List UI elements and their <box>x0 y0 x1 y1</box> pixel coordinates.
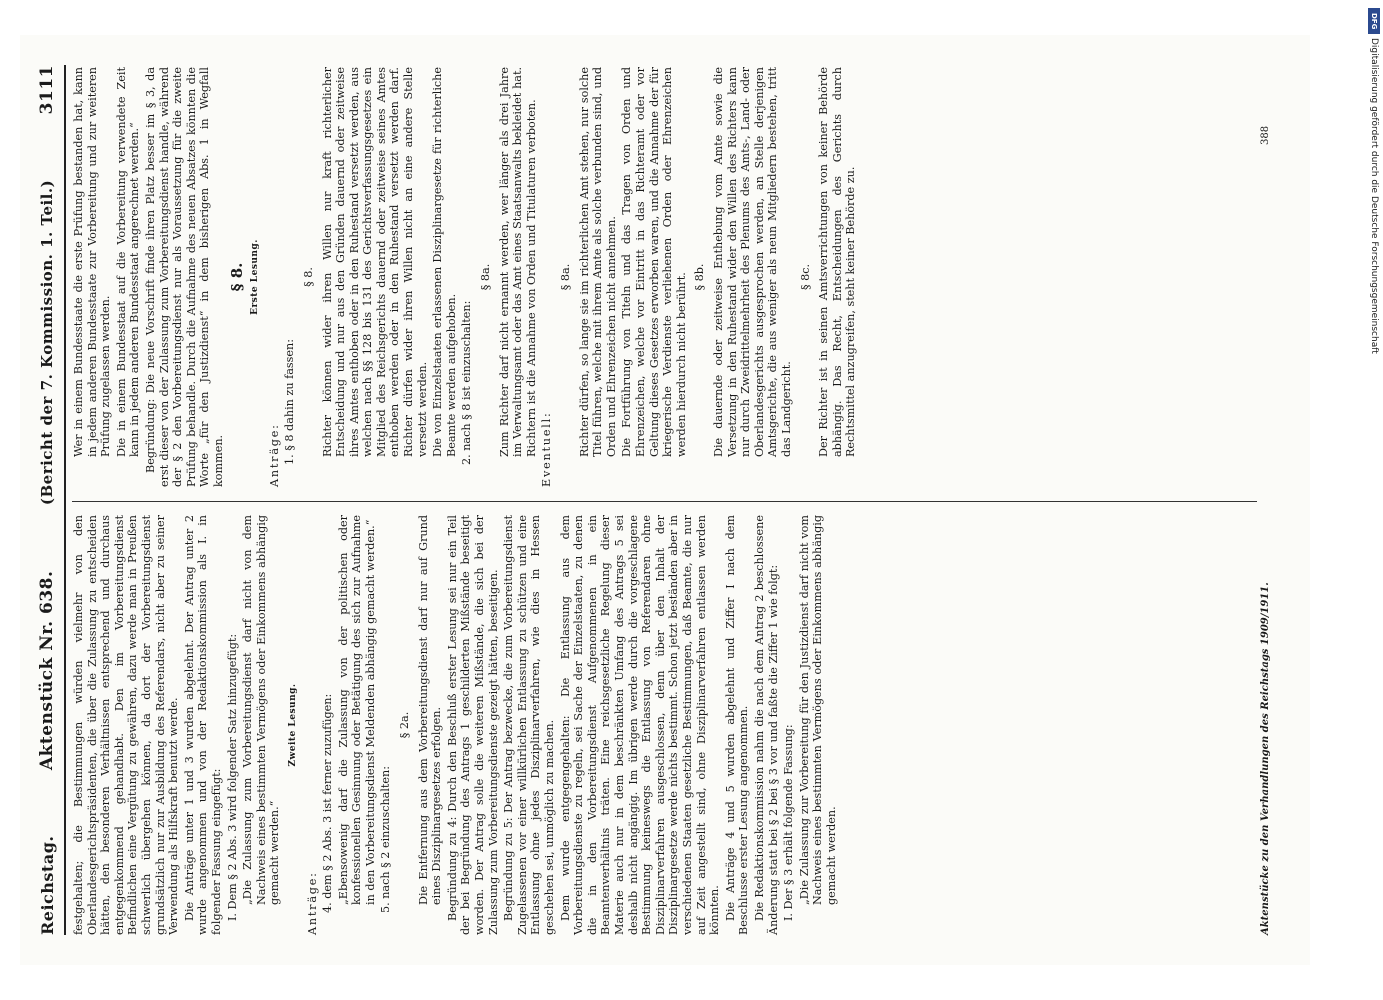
section-heading: § 8. <box>227 262 246 292</box>
paragraph: 1. § 8 dahin zu fassen: <box>283 339 297 465</box>
section-heading: Zweite Lesung. <box>287 683 298 767</box>
paragraph: Die Fortführung von Titeln und das Tragen von Orden und Ehrenzeichen, welche vor Eintritt in das Richteramt oder vor Geltung dieses Gesetzes erworben waren, und die Annahme der für kriegerische Verdienste verliehenen Orden oder Ehrenzeichen werden hierdurch nicht berührt. <box>620 67 688 457</box>
paragraph: 5. nach § 2 einzuschalten: <box>379 765 393 913</box>
sheet-signature: 388 <box>1260 125 1271 145</box>
paragraph: Richter dürfen, so lange sie im richterlichen Amt stehen, nur solche Titel führen, welche mit ihrem Amte als solche verbunden sind, und Orden und Ehrenzeichen nicht annehmen. <box>577 67 618 457</box>
paragraph: Dem wurde entgegengehalten: Die Entlassung aus dem Vorbereitungsdienste zu regeln, sei Sache der Einzelstaaten, zu denen die in den Vorbereitungsdienst Aufgenommenen in ein Beamtenverhältnis träten. Eine reichsgesetzliche Regelung dieser Materie auch nur in dem beschränkten Umfang des Antrags 5 sei deshalb nicht angängig. Im übrigen werde durch die vorgeschlagene Bestimmung keineswegs die Entlassung von Referendaren ohne Disziplinarverfahren ausgeschlossen, denn über den Inhalt der Disziplinargesetze werde nichts bestimmt. Schon jetzt beständen aber in verschiedenen Staaten gesetzliche Bestimmungen, daß Beamte, die nur auf Zeit angestellt sind, ohne Disziplinarverfahren entlassen werden könnten. <box>558 515 722 935</box>
quoted-paragraph: Wer in einem Bundesstaate die erste Prüfung bestanden hat, kann in jedem anderen Bundesstaate zur Vorbereitung und zur weiteren Prüfung zugelassen werden. <box>72 67 113 457</box>
header-rule <box>64 65 66 935</box>
paragraph: Die dauernde oder zeitweise Enthebung vom Amte sowie die Versetzung in den Ruhestand wider den Willen des Richters kann nur durch Zweidrittelmehrheit des Plenums des Amts-, Land- oder Oberlandesgerichts ausgesprochen werden, an Stelle derjenigen Amtsgerichte, die aus weniger als neun Mitgliedern bestehen, tritt das Landgericht. <box>711 67 793 457</box>
section-number: § 2a. <box>398 711 412 739</box>
right-column <box>72 67 860 487</box>
paragraph: Die Entfernung aus dem Vorbereitungsdienst darf nur auf Grund eines Disziplinargesetzes erfolgen. <box>416 515 444 905</box>
header-subtitle: (Bericht der 7. Kommission. 1. Teil.) <box>38 179 56 506</box>
paragraph: 4. dem § 2 Abs. 3 ist ferner zuzufügen: <box>321 693 335 913</box>
paragraph: Der Richter ist in seinen Amtsverrichtungen von keiner Behörde abhängig. Das Recht, Entscheidungen des Gerichts durch Rechtsmittel anzugreifen, steht keiner Behörde zu. <box>817 67 858 457</box>
paragraph: I. Der § 3 erhält folgende Fassung: <box>782 724 796 921</box>
section-number: § 8a. <box>559 263 572 291</box>
page-header <box>32 65 62 935</box>
paragraph: Eventuell: <box>540 411 554 487</box>
quoted-paragraph: „Ebensowenig darf die Zulassung von der politischen oder konfessionellen Gesinnung oder Betätigung des sich zur Aufnahme in den Vorbereitungsdienst Meldenden abhängig gemacht werden.“ <box>336 515 377 905</box>
section-number: § 8c. <box>798 263 812 291</box>
paragraph: Anträge: <box>267 423 281 487</box>
paragraph: Die von Einzelstaaten erlassenen Disziplinargesetze für richterliche Beamte werden aufgehoben. <box>431 67 458 457</box>
paragraph: Zum Richter darf nicht ernannt werden, wer länger als drei Jahre im Verwaltungsamt oder das Amt eines Staatsanwalts bekleidet hat. Richtern ist die Annahme von Orden und Titulaturen verboten. <box>497 67 538 457</box>
paragraph: Richter können wider ihren Willen nur kraft richterlicher Entscheidung und nur aus den Gründen dauernd oder zeitweise ihres Amtes enthoben oder in den Ruhestand versetzt werden, aus welchen nach §§ 128 bis 131 des Gerichtsverfassungsgesetzes ein Mitglied des Reichsgerichts dauernd oder zeitweise seines Amtes enthoben werden oder in den Ruhestand versetzt werden darf. Richter dürfen wider ihren Willen nicht an eine andere Stelle versetzt werden. <box>320 67 429 457</box>
page-number: 3111 <box>37 65 57 115</box>
quoted-paragraph: „Die Zulassung zur Vorbereitung für den Justizdienst darf nicht vom Nachweis eines bestimmten Vermögens oder Einkommens abhängig gemacht werden. <box>797 515 838 905</box>
paragraph: Die Anträge 4 und 5 wurden abgelehnt und Ziffer I nach dem Beschlusse erster Lesung angenommen. <box>723 515 751 935</box>
quoted-paragraph: „Die Zulassung zum Vorbereitungsdienst darf nicht von dem Nachweis eines bestimmten Vermögens oder Einkommens abhängig gemacht werden.“ <box>241 515 282 905</box>
header-title: Aktenstück Nr. 638. <box>37 570 57 771</box>
paragraph: Anträge: <box>305 871 319 935</box>
dfg-side-strip <box>1368 8 1380 648</box>
column-divider <box>72 501 1257 502</box>
dfg-funding-note: Digitalisierung gefördert durch die Deutsche Forschungsgemeinschaft <box>1369 38 1379 354</box>
paragraph: festgehalten; die Bestimmungen würden vielmehr von den Oberlandesgerichtspräsidenten, die über die Zulassung zu entscheiden hätten, den besonderen Verhältnissen entsprechend und durchaus entgegenkommend gehandhabt. Den im Vorbereitungsdienst Befindlichen eine Vergütung zu gewähren, dazu werde man in Preußen schwerlich übergehen können, da dort der Vorbereitungsdienst grundsätzlich nur zur Ausbildung des Referendars, nicht aber zu seiner Verwendung als Hilfskraft benutzt werde. <box>72 515 181 935</box>
paragraph: Begründung zu 5: Der Antrag bezwecke, die zum Vorbereitungsdienst Zugelassenen vor einer willkürlichen Entlassung zu schützen und eine Entlassung ohne jedes Disziplinarverfahren, wie dies in Hessen geschehen sei, unmöglich zu machen. <box>502 515 556 935</box>
paragraph: Begründung zu 4: Durch den Beschluß erster Lesung sei nur ein Teil der bei Begründung des Antrags 1 geschilderten Mißstände beseitigt worden. Der Antrag solle die weiteren Mißstände, die sich bei der Zulassung zum Vorbereitungsdienste gezeigt hätten, beseitigen. <box>445 515 500 935</box>
dfg-logo-icon: DFG <box>1368 8 1380 34</box>
rotated-document-page <box>20 35 1310 965</box>
section-number: § 8b. <box>693 263 707 291</box>
paragraph: Die Anträge unter 1 und 3 wurden abgelehnt. Der Antrag unter 2 wurde angenommen und von der Redaktionskommission als I. in folgender Fassung eingefügt: <box>182 515 223 935</box>
paragraph: Begründung: Die neue Vorschrift finde ihren Platz besser im § 3, da erst dieser von der Zulassung zum Vorbereitungsdienst handle, während der § 2 den Vorbereitungsdienst nur als Voraussetzung für die zweite Prüfung behandle. Durch die Aufnahme des neuen Absatzes könnten die Worte „für den Justizdienst“ in dem bisherigen Abs. 1 in Wegfall kommen. <box>143 67 225 487</box>
section-number: § 8a. <box>479 263 493 291</box>
paragraph: Die Redaktionskommission nahm die nach dem Antrag 2 beschlossene Änderung statt bei § 2 bei § 3 vor und faßte die Ziffer 1 wie folgt: <box>752 515 780 935</box>
paragraph: 2. nach § 8 ist einzuschalten: <box>460 300 474 465</box>
paragraph: I. Dem § 2 Abs. 3 wird folgender Satz hinzugefügt: <box>225 633 239 921</box>
left-column <box>72 515 840 935</box>
section-subheading: Erste Lesung. <box>250 239 261 315</box>
header-reichstag: Reichstag. <box>37 835 57 935</box>
page-footer: Aktenstücke zu den Verhandlungen des Reichstags 1909/1911. <box>1260 582 1271 935</box>
section-number: § 8. <box>301 267 315 287</box>
quoted-paragraph: Die in einem Bundesstaat auf die Vorbereitung verwendete Zeit kann in jedem anderen Bundesstaat angerechnet werden.“ <box>114 67 142 457</box>
